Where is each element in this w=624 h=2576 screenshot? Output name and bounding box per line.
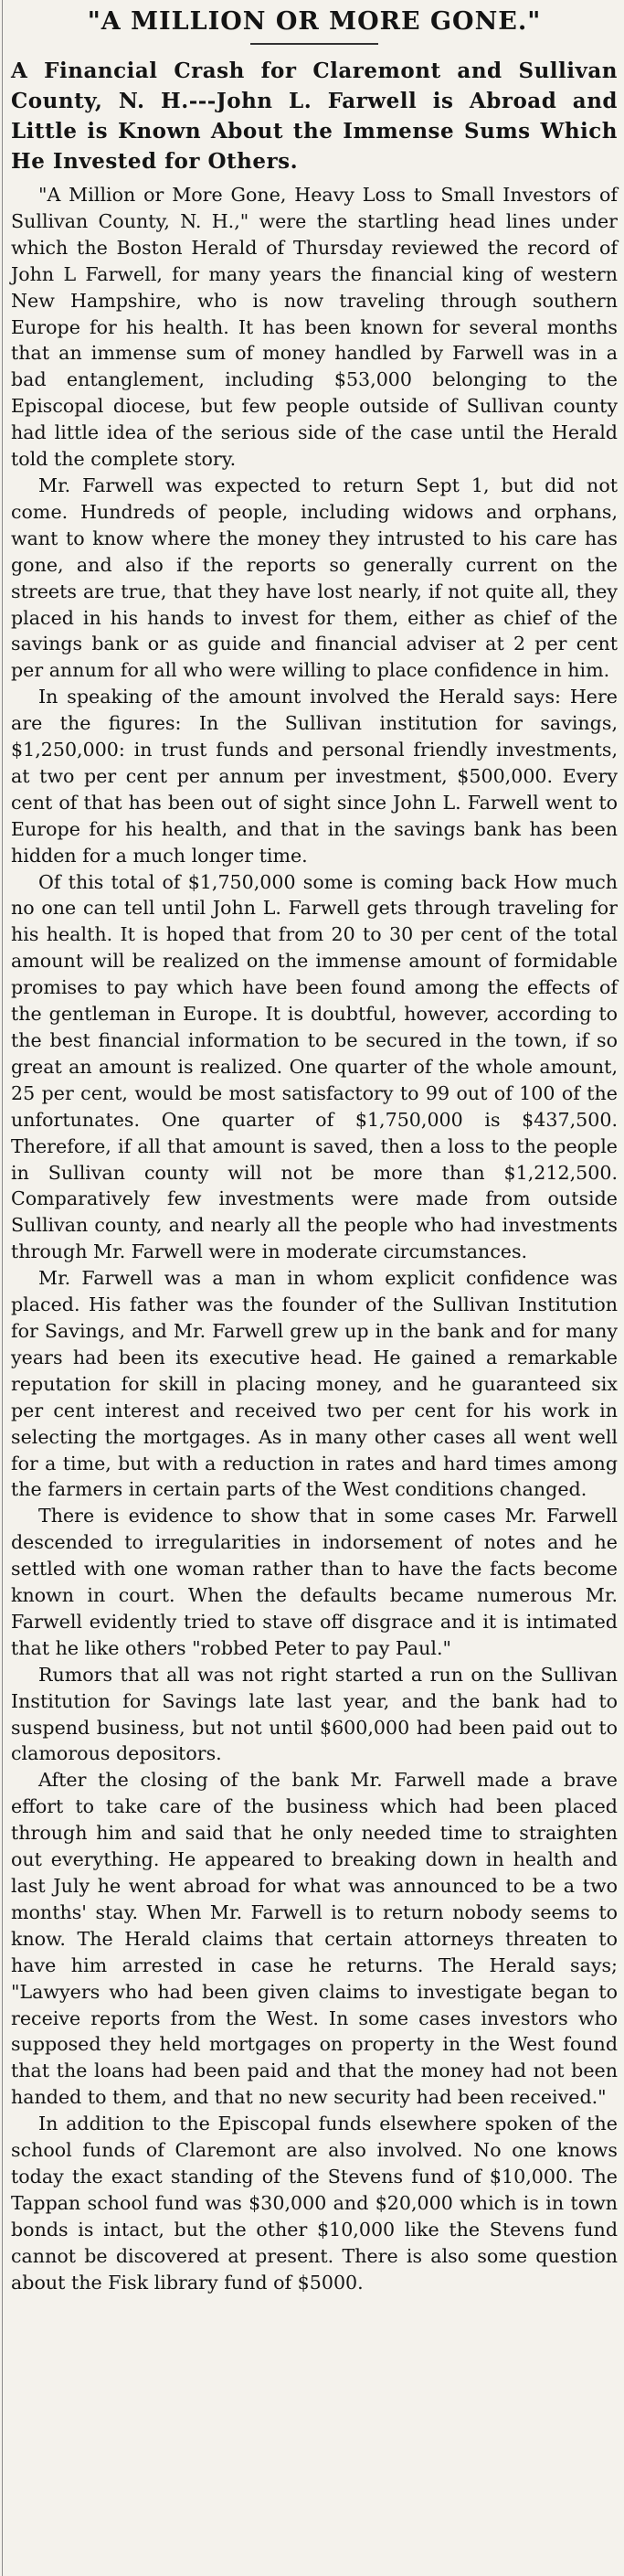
paragraph-8: After the closing of the bank Mr. Farwell made a brave effort to take care of the business which had been placed through him and said that he only needed time to straighten out everything. He appeared to breaking down in health and last July he went abroad for what was announced to be a two months' stay. When Mr. Farwell is to return nobody seems to know. The Herald claims that certain attorneys threaten to have him arrested in case he returns. The Herald says; "Lawyers who had been given claims to investigate began to receive reports from the West. In some cases investors who supposed they held mortgages on property in the West found that the loans had been paid and that the money had not been handed to them, and that no new security had been received." — [11, 1769, 618, 2109]
paragraph-7: Rumors that all was not right started a run on the Sullivan Institution for Savings late last year, and the bank had to suspend business, but not until $600,000 had been paid out to clamorous depositors. — [11, 1663, 618, 1765]
paragraph-3: In speaking of the amount involved the Herald says: Here are the figures: In the Sullivan institution for savings, $1,250,000: in trust funds and personal friendly investments, at two per cent per annum per investment, $500,000. Every cent of that has been out of sight since John L. Farwell went to Europe for his health, and that in the savings bank has been hidden for a much longer time. — [11, 686, 618, 867]
news-article — [11, 7, 618, 2296]
headline-rule — [250, 43, 378, 45]
headline: "A MILLION OR MORE GONE." — [87, 7, 542, 36]
paragraph-9: In addition to the Episcopal funds elsewhere spoken of the school funds of Claremont are also involved. No one knows today the exact standing of the Stevens fund of $10,000. The Tappan school fund was $30,000 and $20,000 which is in town bonds is intact, but the other $10,000 like the Stevens fund cannot be discovered at present. There is also some question about the Fisk library fund of $5000. — [11, 2113, 618, 2294]
paragraph-5: Mr. Farwell was a man in whom explicit confidence was placed. His father was the founder of the Sullivan Institution for Savings, and Mr. Farwell grew up in the bank and for many years had been its executive head. He gained a remarkable reputation for skill in placing money, and he guaranteed six per cent interest and received two per cent for his work in selecting the mortgages. As in many other cases all went well for a time, but with a reduction in rates and hard times among the farmers in certain parts of the West conditions changed. — [11, 1267, 618, 1501]
paragraph-2: Mr. Farwell was expected to return Sept 1, but did not come. Hundreds of people, including widows and orphans, want to know where the money they intrusted to his care has gone, and also if the reports so generally current on the streets are true, that they have lost nearly, if not quite all, they placed in his hands to invest for them, either as chief of the savings bank or as guide and financial adviser at 2 per cent per annum for all who were willing to place confidence in him. — [11, 474, 618, 682]
paragraph-1: "A Million or More Gone, Heavy Loss to Small Investors of Sullivan County, N. H.," were the startling head lines under which the Boston Herald of Thursday reviewed the record of John L Farwell, for many years the financial king of western New Hampshire, who is now traveling through southern Europe for his health. It has been known for several months that an immense sum of money handled by Farwell was in a bad entanglement, including $53,000 belonging to the Episcopal diocese, but few people outside of Sullivan county had little idea of the serious side of the case until the Herald told the complete story. — [11, 184, 618, 471]
paragraph-4: Of this total of $1,750,000 some is coming back How much no one can tell until John L. Farwell gets through traveling for his health. It is hoped that from 20 to 30 per cent of the total amount will be realized on the immense amount of formidable promises to pay which have been found among the effects of the gentleman in Europe. It is doubtful, however, according to the best financial information to be secured in the town, if so great an amount is realized. One quarter of the whole amount, 25 per cent, would be most satisfactory to 99 out of 100 of the unfortunates. One quarter of $1,750,000 is $437,500. Therefore, if all that amount is saved, then a loss to the people in Sullivan county will not be more than $1,212,500. Comparatively few investments were made from outside Sullivan county, and nearly all the people who had investments through Mr. Farwell were in moderate circumstances. — [11, 870, 618, 1263]
subheadline: A Financial Crash for Claremont and Sullivan County, N. H.---John L. Farwell is Abroad and Little is Known About the Immense Sums Which He Invested for Others. — [11, 59, 618, 174]
column-rule — [2, 0, 3, 2576]
paragraph-6: There is evidence to show that in some cases Mr. Farwell descended to irregularities in indorsement of notes and he settled with one woman rather than to have the facts become known in court. When the defaults became numerous Mr. Farwell evidently tried to stave off disgrace and it is intimated that he like others "robbed Peter to pay Paul." — [11, 1505, 618, 1659]
